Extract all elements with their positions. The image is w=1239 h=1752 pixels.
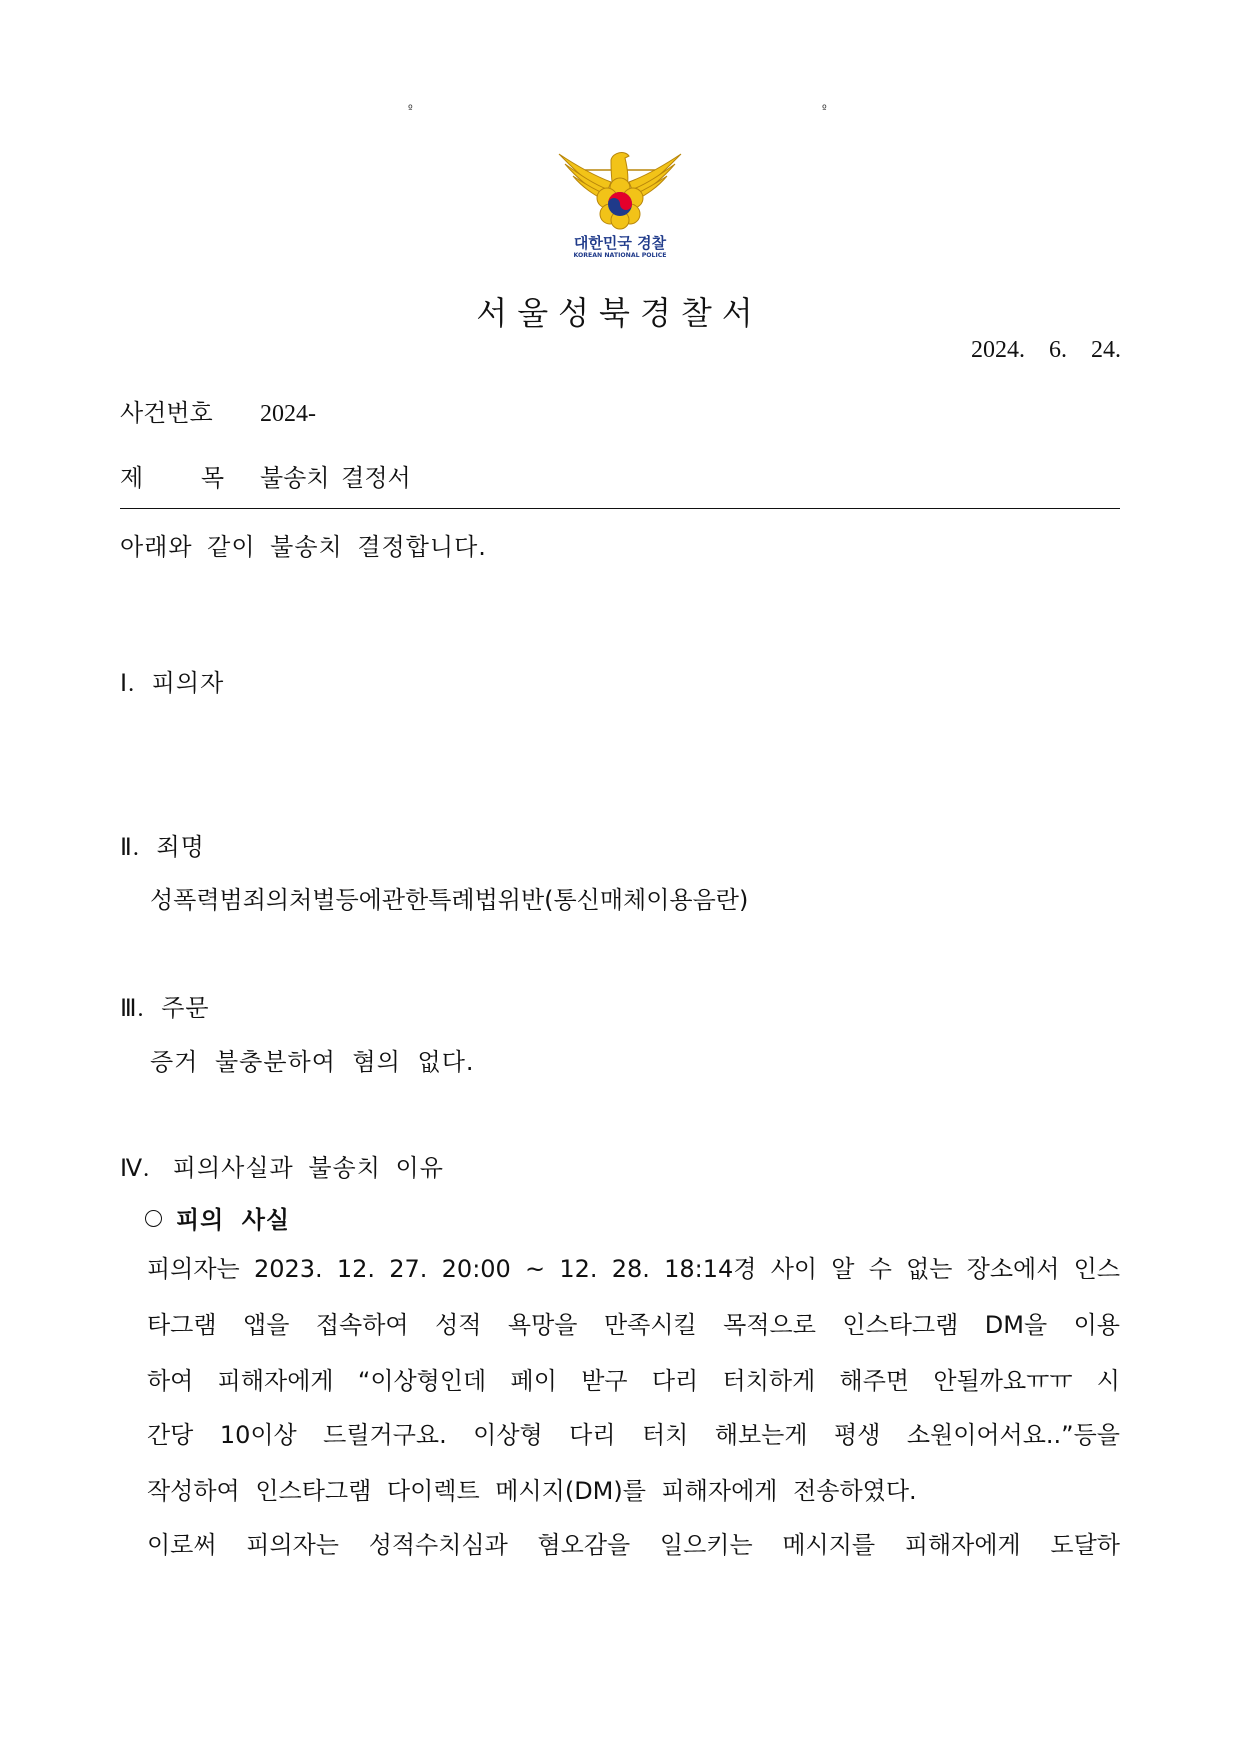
- section-4-title: 피의사실과 불송치 이유: [172, 1154, 444, 1182]
- facts-paragraph-line: 간당 10이상 드릴거구요. 이상형 다리 터치 해보는게 평생 소원이어서요..”등을: [147, 1421, 1120, 1449]
- facts-paragraph-line: 이로써 피의자는 성적수치심과 혐오감을 일으키는 메시지를 피해자에게 도달하: [147, 1531, 1120, 1559]
- circle-bullet-icon: [145, 1210, 162, 1227]
- subject-value: 불송치 결정서: [260, 464, 411, 492]
- intro-text: 아래와 같이 불송치 결정합니다.: [120, 533, 487, 561]
- subject-label-part1: 제: [120, 464, 144, 492]
- section-3-heading: [120, 988, 210, 1023]
- section-2-content: 성폭력범죄의처벌등에관한특례법위반(통신매체이용음란): [150, 886, 749, 914]
- facts-paragraph-line: 작성하여 인스타그램 다이렉트 메시지(DM)를 피해자에게 전송하였다.: [147, 1477, 917, 1505]
- section-1-numeral: Ⅰ.: [120, 671, 136, 697]
- section-1-heading: [120, 663, 224, 698]
- case-number-value: 2024-: [260, 401, 316, 427]
- header-divider: [120, 508, 1120, 509]
- subject-label: [120, 458, 224, 493]
- facts-paragraph-line: 하여 피해자에게 “이상형인데 페이 받구 다리 터치하게 해주면 안될까요ㅠㅠ 시: [147, 1367, 1120, 1395]
- section-3-numeral: Ⅲ.: [120, 996, 145, 1022]
- section-3-content: 증거 불충분하여 혐의 없다.: [150, 1048, 475, 1076]
- korean-police-emblem-icon: [555, 148, 685, 232]
- subsection-facts-heading: [145, 1200, 290, 1235]
- section-2-numeral: Ⅱ.: [120, 835, 140, 861]
- section-2-title: 죄명: [156, 833, 205, 861]
- section-4-heading: [120, 1148, 444, 1183]
- case-number-label: 사건번호: [120, 399, 213, 427]
- facts-paragraph-line: 타그램 앱을 접속하여 성적 욕망을 만족시킬 목적으로 인스타그램 DM을 이용: [147, 1311, 1120, 1339]
- document-date: 2024. 6. 24.: [971, 337, 1121, 363]
- logo-korean-name: 대한민국 경찰: [573, 234, 667, 252]
- facts-paragraph-line: 피의자는 2023. 12. 27. 20:00 ~ 12. 28. 18:14경 사이 알 수 없는 장소에서 인스: [147, 1255, 1120, 1283]
- section-1-title: 피의자: [151, 669, 225, 697]
- subsection-facts-title: 피의 사실: [176, 1206, 291, 1234]
- section-4-numeral: Ⅳ.: [120, 1156, 151, 1182]
- case-number-row: [120, 393, 316, 428]
- section-2-heading: [120, 827, 205, 862]
- page-mark-left: º: [408, 104, 413, 115]
- page-mark-right: º: [822, 104, 827, 115]
- logo-english-name: KOREAN NATIONAL POLICE: [573, 252, 667, 259]
- office-title: 서울성북경찰서: [476, 294, 763, 332]
- subject-row: [120, 458, 411, 493]
- section-3-title: 주문: [161, 994, 210, 1022]
- police-logo: [548, 148, 692, 260]
- subject-label-part2: 목: [200, 464, 224, 492]
